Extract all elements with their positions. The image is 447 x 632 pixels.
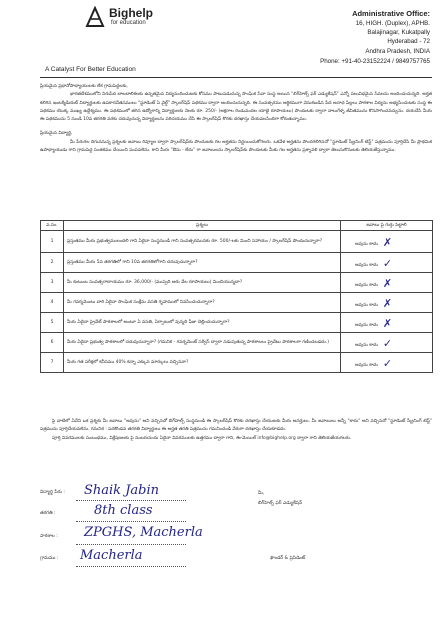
village-value[interactable]: Macherla — [80, 548, 143, 563]
class-value[interactable]: 8th class — [94, 503, 153, 518]
row-number: 7 — [41, 353, 64, 373]
address-line: Balajinagar, Kukatpally — [367, 29, 430, 37]
answer-options: అవును కాదు — [355, 323, 378, 328]
questionnaire-table — [40, 220, 433, 373]
brand-name: Bighelp — [109, 6, 153, 20]
answer-options: అవును కాదు — [355, 242, 378, 247]
column-header: వ.సం. — [41, 221, 64, 231]
answer-options: అవును కాదు — [355, 363, 378, 368]
student-name-value[interactable]: Shaik Jabin — [84, 483, 160, 498]
salutation: ప్రియమైన ప్రధానోపాధ్యాయులకు లేక గ్రామపెద్దలకు, — [40, 84, 128, 89]
column-header: జవాబు పై గుర్తు పెట్టాలి — [341, 221, 433, 231]
address-line: Hyderabad - 72 — [387, 38, 430, 46]
answer-options: అవును కాదు — [355, 303, 378, 308]
handwritten-mark: ✗ — [382, 236, 393, 249]
handwritten-mark: ✓ — [382, 357, 393, 370]
school-label: పాఠశాల : — [40, 534, 58, 539]
signatory-closing: మీ, — [258, 491, 265, 496]
table-row — [41, 293, 433, 313]
row-number: 5 — [41, 313, 64, 333]
answer-cell[interactable] — [341, 253, 433, 273]
answer-options: అవును కాదు — [355, 343, 378, 348]
bighelp-logo-icon — [85, 6, 105, 28]
table-row — [41, 273, 433, 293]
office-phone: Phone: +91-40-23152224 / 9849757765 — [320, 57, 430, 65]
answer-options: అవును కాదు — [355, 283, 378, 288]
handwritten-mark: ✓ — [382, 257, 393, 270]
answer-cell[interactable] — [341, 231, 433, 253]
question-text: ప్రస్తుతము మీరు 5వ తరగతిలో గాని 10వ తరగతిలోగాని చదువుచున్నారా? — [64, 253, 341, 273]
header-divider — [40, 77, 432, 78]
question-text: మీరు ఏదైనా ప్రైవేట్ పాఠశాలలో అంటూ ఏ వసతి, ఏర్పాటులో వున్నది ఫీజు చెల్లించుచున్నారా? — [64, 313, 341, 333]
signatory-organisation: బిగ్‌హెల్ప్ ఫర్ ఎడ్యుకేషన్ — [258, 501, 303, 506]
letter-body — [40, 83, 432, 155]
paragraph: పై వాటిలో ఏవేని ఒక ప్రశ్నకు మీ జవాబు "అవును" అని వచ్చినచో బిగ్‌హెల్ప్ సంస్థనుండి ఈ స్కాలర్‌షిప్ కొరకు దరఖాస్తు చేయుటకు మీరు అనర్హులు. మీ జవాబులు అన్నీ "కాదు" అని వచ్చినచో "స్టూడెంట్ స్క్రీనింగ్ టెస్ట్" పత్రమును పూర్తిచేయవలెను. గమనిక : పదకొండవ తరగతి విద్యార్థులు ఈ అర్హత తరతి పత్రమును గమనించండి వేరుగా దరఖాస్తు చేయకూడదు. — [40, 419, 432, 433]
question-text: మీ గవర్నమెంటు వారి ఏదైనా సాంఘిక సంక్షేమ వసతి గృహములో నివసించుచున్నారా? — [64, 293, 341, 313]
table-header-row — [41, 221, 433, 231]
address-line: 16, HIGH. (Duplex), APHB. — [355, 20, 430, 27]
table-row — [41, 313, 433, 333]
row-number: 4 — [41, 293, 64, 313]
answer-options: అవును కాదు — [355, 263, 378, 268]
table-row — [41, 253, 433, 273]
table-row — [41, 333, 433, 353]
office-title: Administrative Office: — [352, 9, 430, 18]
village-label: గ్రామము : — [40, 556, 59, 561]
student-name-label: విద్యార్థి పేరు : — [40, 490, 65, 495]
handwritten-mark: ✓ — [382, 337, 393, 350]
answer-cell[interactable] — [341, 313, 433, 333]
answer-cell[interactable] — [341, 333, 433, 353]
row-number: 2 — [41, 253, 64, 273]
handwritten-mark: ✗ — [382, 317, 393, 330]
salutation: ప్రియమైన విద్యార్థి, — [40, 131, 73, 137]
paragraph: మీ పేరుగల దిగువనున్న ప్రశ్నలకు జవాబు రివ్యూల ద్వారా స్కాలర్‌షిప్‌కు పొందుటకు గల అర్హతను నిర్ణయించుకోగలరు. ఒకవేళ అర్హతను పొందగలిగినచో "స్టూడెంట్ స్క్రీనింగ్ టెస్ట్" పత్రమును పూర్తిచేసి మీ ప్రాథమిక ఉపాధ్యాయుడు గాని గ్రామపెద్ద సంతకము చేయించి పంపవలెను. కాని మీరు "ఔను - లేదు" గా జవాబులను స్కాలర్‌షిప్‌కు పొందుటకు మీకు గల అర్హతను ప్రశ్నావళి ద్వారా తెలుసుకొనుటకు తెలియజేస్తున్నాము. — [40, 139, 432, 154]
footer-notes — [40, 418, 432, 443]
handwritten-mark: ✗ — [382, 297, 393, 310]
brand-subtitle: for education — [111, 20, 146, 26]
paragraph: పూర్తి వివరములకు సంబంధము, విశ్లేషణలకు పై నంబరునందు ఏదైనా వివరములకు ఉత్తరము ద్వారా గాని, ఈ-మెయిల్ info@bighelp.org ద్వారా గాని తెలియజేయగలరు. — [52, 435, 352, 441]
question-text: మీరు గత పరీక్షలో కనీసము 40% కన్నా ఎక్కువ మార్కులు వచ్చినవా? — [64, 353, 341, 373]
paragraph: భారతదేశములోని నిరుపేద బాలబాలికలకు ఉన్నతమైన విద్యనందించుటకు కోసము పాటుపడుచున్న సాంఘిక సేవా సంస్థ అయిన "బిగ్‌హెల్ప్ ఫర్ ఎడ్యుకేషన్" ఎన్నో పలువిధమైన సేవలను అందించుచున్నది. అర్హత కలిగిన ఇంటర్మీడియట్ విద్యార్థులకు ఉపకారవేతనములు "స్టూడెంట్ ఏ వైల్డ్" స్కాలర్‌షిప్ పథకము ద్వారా అందించుచున్నది. ఈ సంవత్సరము ఆర్థికముగా వెనుకబడిన పేద అనాధ పిల్లలు పాఠశాల విద్యను అభ్యసించుటకు సంస్థ ఈ పథకము యొక్క ముఖ్య ఉద్దేశ్యము. ఈ పథకములో తగిన ఉద్యోగాన్ని విద్యార్థులకు నెలకు రూ. 250/- (అక్షరాల రెండువందల యాభై రూపాయలు) పొందుటకు ద్వారా నాలుగేళ్ళ జీవితమును కొనసాగించవచ్చును. దయచేసి మీరు ఈ పథకమును 5 నుండి 10వ తరగతి వరకు చదువుచున్న విద్యార్థులను పరిచయము చేసి ఈ స్కాలర్‌షిప్ కొరకు దరఖాస్తు చేయవలసిందిగా కోరుతున్నాము. — [40, 92, 432, 123]
row-number: 1 — [41, 231, 64, 253]
tagline: A Catalyst For Better Education — [45, 66, 136, 73]
table-row — [41, 353, 433, 373]
answer-cell[interactable] — [341, 273, 433, 293]
row-number: 6 — [41, 333, 64, 353]
row-number: 3 — [41, 273, 64, 293]
question-text: మీరు ఏదైనా ప్రభుత్వ పాఠశాలలో చదువుచున్నారా? (గమనిక - గవర్నమెంట్ సర్వీస్ ద్వారా నడుపుతున్న పాఠశాలలు ప్రైవేటు పాఠశాలగా గణించబడదు.) — [64, 333, 341, 353]
column-header: ప్రశ్నలు — [64, 221, 341, 231]
signatory-title: ఫౌండర్ & ప్రెసిడెంట్ — [270, 556, 306, 561]
handwritten-mark: ✗ — [382, 277, 393, 290]
table-row — [41, 231, 433, 253]
question-text: ప్రస్తుతము మీరు ప్రభుత్వములందలి గాని ఏదైనా సంస్థనుండి గాని సంవత్సరమునకు రూ. 500/-లకు మించి సహాయం / స్కాలర్‌షిప్ పొందుచున్నారా? — [64, 231, 341, 253]
class-label: తరగతి : — [40, 511, 56, 516]
school-value[interactable]: ZPGHS, Macherla — [84, 525, 203, 540]
answer-cell[interactable] — [341, 293, 433, 313]
answer-cell[interactable] — [341, 353, 433, 373]
office-address-block — [260, 8, 430, 66]
address-line: Andhra Pradesh, INDIA — [365, 47, 430, 55]
question-text: మీ కుటుంబ సంవత్సరాదాయము రూ. 36,000/- (ముప్పది ఆరు వేల రూపాయలు) మించియున్నదా? — [64, 273, 341, 293]
